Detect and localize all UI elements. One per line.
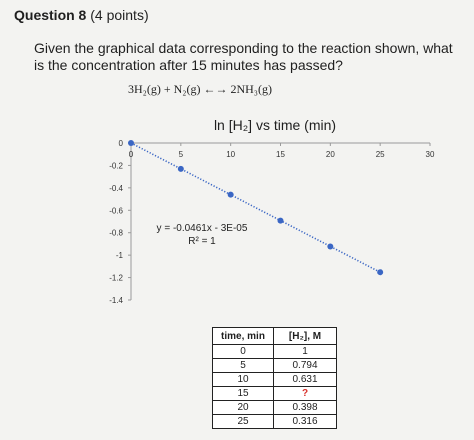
- r-squared-annotation: R² = 1: [188, 236, 216, 247]
- x-tick-label: 5: [178, 150, 184, 159]
- chart-point: [128, 140, 134, 146]
- table-cell-time: 20: [213, 401, 274, 415]
- y-tick-label: -1: [115, 251, 123, 261]
- table-cell-time: 15: [213, 387, 274, 401]
- y-tick-label: -1.4: [109, 296, 123, 305]
- table-row: [213, 401, 337, 415]
- question-points: (4 points): [90, 7, 149, 23]
- table-row: [213, 359, 337, 373]
- chart-point: [228, 192, 234, 198]
- x-tick-label: 25: [375, 150, 385, 159]
- question-text: Given the graphical data corresponding to the reaction shown, what is the concentration after 15 minutes has passed?: [34, 40, 453, 73]
- table-row: [213, 345, 337, 359]
- table-cell-concentration: 0.398: [274, 401, 337, 415]
- table-cell-concentration: 0.794: [274, 359, 337, 373]
- chart-points-group: [128, 140, 383, 275]
- table-header-row: [213, 328, 337, 345]
- chart-title: ln [H₂] vs time (min): [213, 117, 337, 133]
- chart-point: [327, 244, 333, 250]
- x-tick-label: 30: [425, 150, 435, 159]
- chart-trendline-group: [128, 143, 380, 272]
- table-row: [213, 373, 337, 387]
- table-cell-concentration: 0.631: [274, 373, 337, 387]
- y-tick-label: -1.2: [109, 273, 123, 283]
- y-tick-label: -0.8: [109, 228, 123, 238]
- table-cell-concentration: 0.316: [274, 415, 337, 429]
- chart-point: [278, 218, 284, 224]
- data-table: [212, 327, 337, 429]
- x-tick-label: 20: [325, 150, 335, 159]
- table-header-concentration: [H₂], M: [274, 328, 337, 345]
- table-cell-time: 10: [213, 373, 274, 387]
- question-number: Question 8: [14, 7, 87, 23]
- chart-axes: [109, 139, 435, 305]
- chart-point: [377, 269, 383, 275]
- y-tick-label: -0.4: [109, 183, 123, 193]
- table-cell-time: 25: [213, 415, 274, 429]
- table-cell-time: 5: [213, 359, 274, 373]
- chart-point: [178, 166, 184, 172]
- y-tick-label: 0: [118, 139, 123, 148]
- table-cell-missing-value: ?: [274, 387, 337, 401]
- x-tick-label: 15: [276, 150, 285, 159]
- y-tick-label: -0.2: [109, 161, 123, 171]
- equation-annotation: y = -0.0461x - 3E-05: [156, 223, 248, 234]
- y-tick-label: -0.6: [109, 206, 123, 216]
- table-row: [213, 415, 337, 429]
- table-cell-time: 0: [213, 345, 274, 359]
- table-row: [213, 387, 337, 401]
- chart-trendline: [128, 143, 380, 272]
- x-tick-label: 10: [226, 150, 236, 159]
- reaction-equation: 3H₂(g) + N₂(g) ←→ 2NH₃(g): [128, 82, 272, 96]
- table-cell-concentration: 1: [274, 345, 337, 359]
- table-header-time: time, min: [213, 328, 274, 345]
- x-tick-label: 0: [128, 150, 134, 159]
